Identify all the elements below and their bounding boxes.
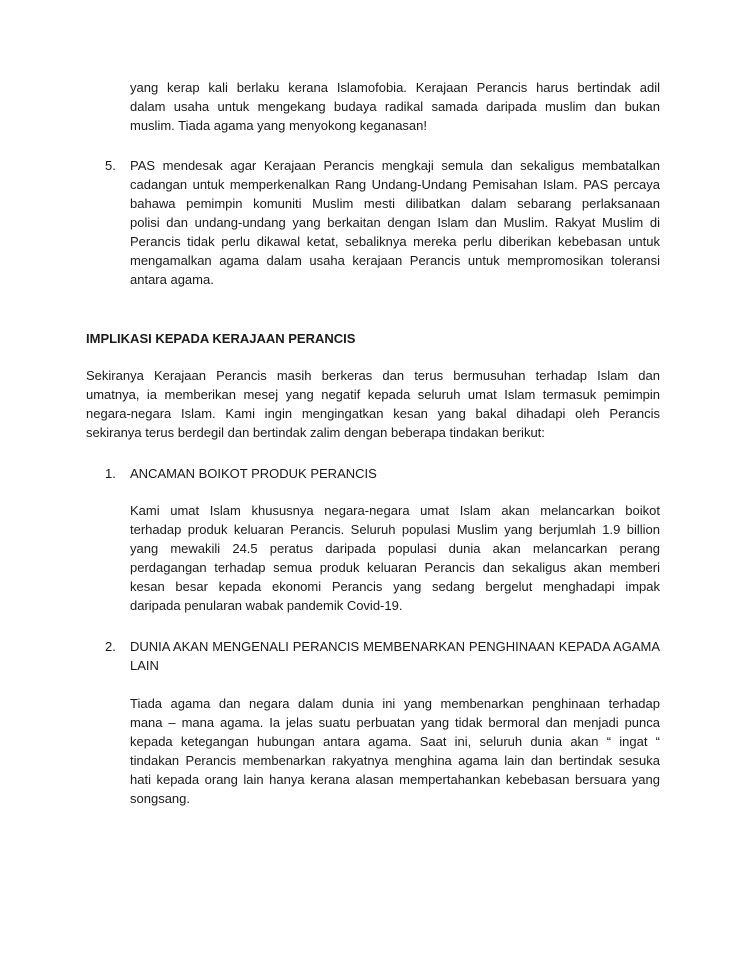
text-line: tindakan Perancis membenarkan rakyatnya menghina agama lain dan bertindak sesuka	[130, 753, 660, 768]
text-line: DUNIA AKAN MENGENALI PERANCIS MEMBENARKAN PENGHINAAN KEPADA AGAMA	[130, 639, 660, 654]
text-line: muslim. Tiada agama yang menyokong keganasan!	[130, 118, 428, 133]
text-line: polisi dan undang-undang yang berkaitan dengan Islam dan Muslim. Rakyat Muslim di	[130, 215, 660, 230]
list-item-5	[130, 156, 660, 289]
text-line: umatnya, ia memberikan mesej yang negatif kepada seluruh umat Islam termasuk pemimpin	[86, 387, 660, 402]
text-line: Kami umat Islam khususnya negara-negara umat Islam akan melancarkan boikot	[130, 503, 660, 518]
text-line: yang kerap kali berlaku kerana Islamofobia. Kerajaan Perancis harus bertindak adil	[130, 80, 660, 95]
intro-paragraph	[86, 366, 660, 442]
text-line: Tiada agama dan negara dalam dunia ini yang membenarkan penghinaan terhadap	[130, 696, 660, 711]
text-line: sekiranya terus berdegil dan bertindak zalim dengan beberapa tindakan berikut:	[86, 425, 545, 440]
point-2-body	[130, 694, 660, 808]
text-line: bahawa pemimpin komuniti Muslim mesti dilibatkan dalam sebarang perlaksanaan	[130, 196, 660, 211]
point-1-body	[130, 501, 660, 615]
section-heading: IMPLIKASI KEPADA KERAJAAN PERANCIS	[86, 331, 356, 346]
text-line: dalam usaha untuk mengekang budaya radikal samada daripada muslim dan bukan	[130, 99, 660, 114]
continuation-paragraph	[130, 78, 660, 135]
point-number-2: 2.	[105, 639, 116, 654]
text-line: Perancis tidak perlu dikawal ketat, sebaliknya mereka perlu diberikan kebebasan untuk	[130, 234, 660, 249]
text-line: negara-negara Islam. Kami ingin mengingatkan kesan yang bakal dihadapi oleh Perancis	[86, 406, 660, 421]
text-line: antara agama.	[130, 272, 214, 287]
text-line: Sekiranya Kerajaan Perancis masih berkeras dan terus bermusuhan terhadap Islam dan	[86, 368, 660, 383]
list-number-5: 5.	[105, 158, 116, 173]
text-line: daripada penularan wabak pandemik Covid-19.	[130, 598, 403, 613]
point-number-1: 1.	[105, 466, 116, 481]
text-line: cadangan untuk memperkenalkan Rang Undang-Undang Pemisahan Islam. PAS percaya	[130, 177, 660, 192]
text-line: mana – mana agama. Ia jelas suatu perbuatan yang tidak bermoral dan menjadi punca	[130, 715, 660, 730]
text-line: songsang.	[130, 791, 190, 806]
text-line: kesan besar kepada ekonomi Perancis yang sedang bergelut menghadapi impak	[130, 579, 660, 594]
text-line: kepada ketegangan hubungan antara agama. Saat ini, seluruh dunia akan “ ingat “	[130, 734, 660, 749]
text-line: PAS mendesak agar Kerajaan Perancis mengkaji semula dan sekaligus membatalkan	[130, 158, 660, 173]
text-line: perdagangan terhadap semua produk keluaran Perancis dan sekaligus akan memberi	[130, 560, 660, 575]
point-2-title	[130, 637, 660, 675]
text-line: hati kepada orang lain hanya kerana alasan mempertahankan kebebasan bersuara yang	[130, 772, 660, 787]
text-line: terhadap produk keluaran Perancis. Seluruh populasi Muslim yang berjumlah 1.9 billion	[130, 522, 660, 537]
text-line: mengamalkan agama dalam usaha kerajaan Perancis untuk mempromosikan toleransi	[130, 253, 660, 268]
point-1-title: ANCAMAN BOIKOT PRODUK PERANCIS	[130, 466, 377, 481]
text-line: yang mewakili 24.5 peratus daripada populasi dunia akan melancarkan perang	[130, 541, 660, 556]
text-line: LAIN	[130, 658, 159, 673]
